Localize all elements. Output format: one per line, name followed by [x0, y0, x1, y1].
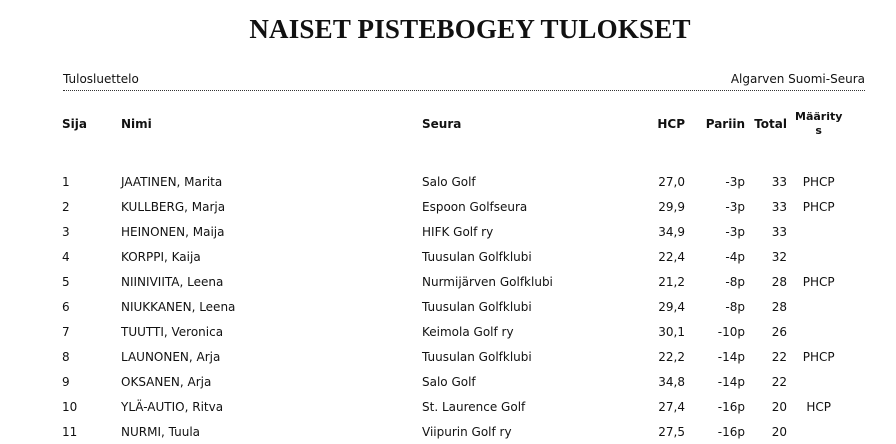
cell-hcp: 34,9	[658, 224, 685, 239]
cell-nimi: NIUKKANEN, Leena	[121, 299, 236, 314]
spacer-row	[58, 144, 846, 169]
table-row	[58, 419, 846, 444]
results-body	[58, 144, 846, 444]
cell-total: 28	[771, 299, 787, 314]
cell-hcp: 27,0	[658, 174, 685, 189]
header-sija: Sija	[62, 117, 87, 131]
cell-sija: 9	[62, 374, 70, 389]
cell-hcp: 22,2	[658, 349, 685, 364]
table-row	[58, 369, 846, 394]
header-nimi: Nimi	[121, 117, 152, 131]
cell-maaritys: PHCP	[802, 199, 835, 214]
cell-nimi: TUUTTI, Veronica	[121, 324, 224, 339]
cell-pariin: -8p	[725, 299, 745, 314]
cell-pariin: -3p	[725, 174, 745, 189]
cell-seura: Tuusulan Golfklubi	[422, 299, 532, 314]
cell-seura: Salo Golf	[422, 374, 476, 389]
cell-total: 22	[771, 374, 787, 389]
table-row	[58, 319, 846, 344]
cell-seura: Tuusulan Golfklubi	[422, 349, 532, 364]
table-row	[58, 344, 846, 369]
cell-pariin: -16p	[717, 424, 745, 439]
table-row	[58, 294, 846, 319]
cell-hcp: 29,9	[658, 199, 685, 214]
cell-nimi: YLÄ-AUTIO, Ritva	[121, 399, 224, 414]
cell-total: 33	[771, 174, 787, 189]
cell-hcp: 21,2	[658, 274, 685, 289]
cell-pariin: -3p	[725, 224, 745, 239]
header-row	[58, 104, 846, 144]
cell-maaritys: PHCP	[802, 349, 835, 364]
cell-sija: 10	[62, 399, 78, 414]
cell-hcp: 34,8	[658, 374, 685, 389]
cell-hcp: 30,1	[658, 324, 685, 339]
table-row	[58, 244, 846, 269]
cell-nimi: LAUNONEN, Arja	[121, 349, 221, 364]
cell-sija: 6	[62, 299, 70, 314]
table-row	[58, 169, 846, 194]
table-row	[58, 219, 846, 244]
cell-pariin: -8p	[725, 274, 745, 289]
cell-sija: 7	[62, 324, 70, 339]
cell-nimi: KORPPI, Kaija	[121, 249, 201, 264]
cell-hcp: 22,4	[658, 249, 685, 264]
header-maaritys-line1: Määrity	[795, 110, 843, 123]
cell-pariin: -14p	[717, 349, 745, 364]
club-name-label: Algarven Suomi-Seura	[730, 72, 865, 86]
cell-total: 28	[771, 274, 787, 289]
cell-nimi: NURMI, Tuula	[121, 424, 201, 439]
cell-seura: Viipurin Golf ry	[422, 424, 512, 439]
cell-maaritys	[791, 319, 846, 344]
cell-sija: 1	[62, 174, 70, 189]
table-row	[58, 194, 846, 219]
results-subheader	[63, 72, 865, 91]
cell-maaritys: PHCP	[802, 174, 835, 189]
cell-maaritys: HCP	[806, 399, 832, 414]
cell-seura: Espoon Golfseura	[422, 199, 528, 214]
cell-nimi: OKSANEN, Arja	[121, 374, 212, 389]
header-seura: Seura	[422, 117, 462, 131]
cell-pariin: -16p	[717, 399, 745, 414]
cell-total: 20	[771, 424, 787, 439]
cell-maaritys	[791, 244, 846, 269]
cell-maaritys	[791, 369, 846, 394]
cell-total: 20	[771, 399, 787, 414]
results-list-label: Tulosluettelo	[63, 72, 139, 86]
cell-total: 33	[771, 199, 787, 214]
cell-sija: 4	[62, 249, 70, 264]
table-row	[58, 394, 846, 419]
cell-pariin: -4p	[725, 249, 745, 264]
cell-nimi: HEINONEN, Maija	[121, 224, 225, 239]
header-total: Total	[754, 117, 787, 131]
cell-sija: 8	[62, 349, 70, 364]
cell-nimi: KULLBERG, Marja	[121, 199, 226, 214]
cell-maaritys	[791, 219, 846, 244]
table-row	[58, 269, 846, 294]
cell-seura: Nurmijärven Golfklubi	[422, 274, 553, 289]
cell-maaritys	[791, 419, 846, 444]
cell-pariin: -10p	[717, 324, 745, 339]
cell-seura: St. Laurence Golf	[422, 399, 526, 414]
header-pariin: Pariin	[705, 117, 745, 131]
cell-pariin: -14p	[717, 374, 745, 389]
results-table	[58, 104, 846, 444]
cell-pariin: -3p	[725, 199, 745, 214]
cell-nimi: NIINIVIITA, Leena	[121, 274, 224, 289]
cell-seura: Salo Golf	[422, 174, 476, 189]
header-maaritys	[791, 104, 846, 144]
cell-maaritys	[791, 294, 846, 319]
cell-hcp: 29,4	[658, 299, 685, 314]
cell-sija: 2	[62, 199, 70, 214]
header-maaritys-line2: s	[815, 124, 822, 137]
cell-seura: Keimola Golf ry	[422, 324, 514, 339]
page-title: NAISET PISTEBOGEY TULOKSET	[249, 14, 691, 44]
header-hcp: HCP	[657, 117, 685, 131]
cell-hcp: 27,4	[658, 399, 685, 414]
cell-sija: 3	[62, 224, 70, 239]
cell-hcp: 27,5	[658, 424, 685, 439]
cell-sija: 11	[62, 424, 78, 439]
cell-total: 32	[771, 249, 787, 264]
cell-total: 33	[771, 224, 787, 239]
cell-seura: Tuusulan Golfklubi	[422, 249, 532, 264]
cell-total: 26	[771, 324, 787, 339]
cell-nimi: JAATINEN, Marita	[121, 174, 223, 189]
cell-maaritys: PHCP	[802, 274, 835, 289]
cell-total: 22	[771, 349, 787, 364]
cell-seura: HIFK Golf ry	[422, 224, 494, 239]
cell-sija: 5	[62, 274, 70, 289]
